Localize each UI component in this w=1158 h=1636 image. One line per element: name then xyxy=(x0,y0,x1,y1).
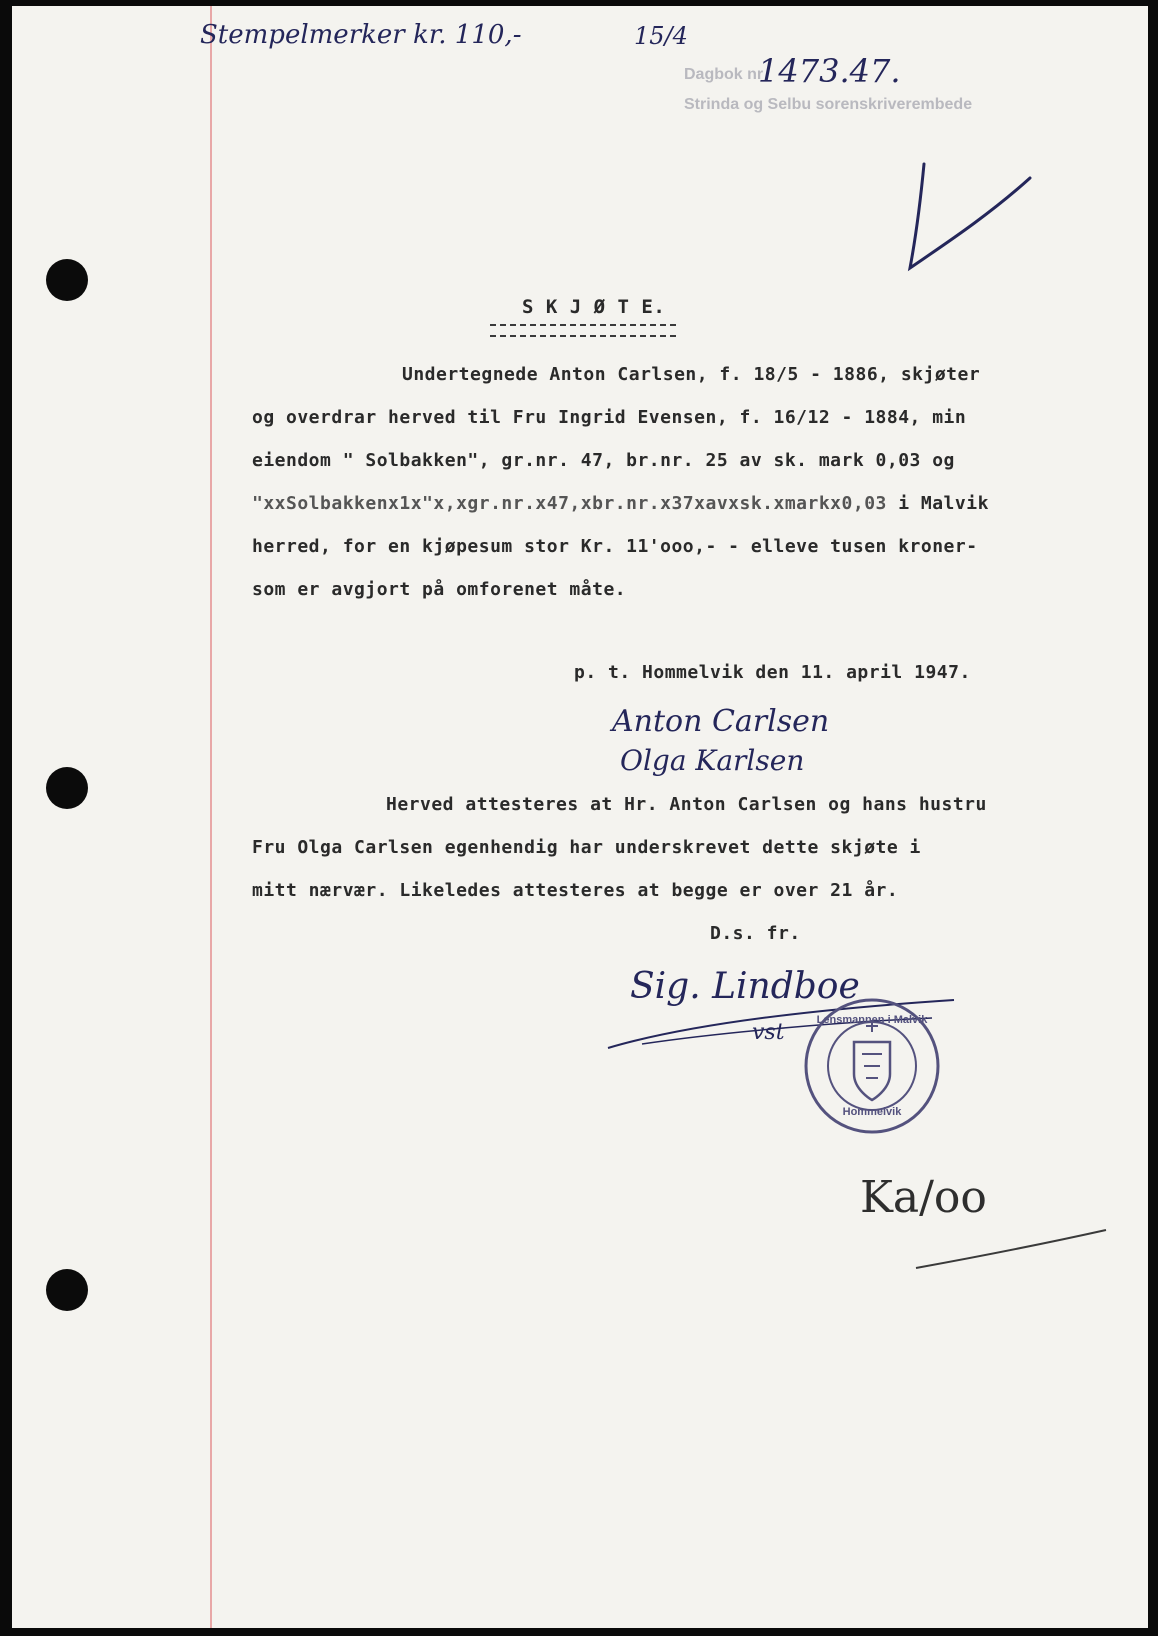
journal-number: 1473.47. xyxy=(758,52,901,90)
registrar-initials: Ka/oo xyxy=(860,1172,987,1223)
signature-olga-karlsen: Olga Karlsen xyxy=(620,744,805,777)
attest-line: Fru Olga Carlsen egenhendig har underskrevet dette skjøte i xyxy=(252,837,921,858)
signature-anton-carlsen: Anton Carlsen xyxy=(612,704,830,739)
witness-suffix: vst xyxy=(752,1020,785,1045)
body-line: og overdrar herved til Fru Ingrid Evensen, f. 16/12 - 1884, min xyxy=(252,407,967,428)
handwritten-stamp-note: Stempelmerker kr. 110,- xyxy=(200,20,522,50)
punch-hole xyxy=(46,767,88,809)
struck-out-text: "xxSolbakkenx1x"x,xgr.nr.x47,xbr.nr.x37xavxsk.xmarkx0,03 xyxy=(252,493,887,514)
handwritten-date: 15/4 xyxy=(634,22,688,50)
check-mark-icon xyxy=(892,156,1042,276)
document-page xyxy=(12,6,1148,1628)
office-stamp: Strinda og Selbu sorenskriverembede xyxy=(684,96,973,113)
attest-line: Herved attesteres at Hr. Anton Carlsen og hans hustru xyxy=(386,794,987,815)
body-line: Undertegnede Anton Carlsen, f. 18/5 - 1886, skjøter xyxy=(402,364,981,385)
margin-line xyxy=(210,6,212,1628)
punch-hole xyxy=(46,259,88,301)
body-line xyxy=(252,493,989,514)
body-line: eiendom " Solbakken", gr.nr. 47, br.nr. 25 av sk. mark 0,03 og xyxy=(252,450,955,471)
initials-underline xyxy=(912,1222,1112,1272)
struck-line-tail: i Malvik xyxy=(886,493,989,514)
journal-label: Dagbok nr xyxy=(684,66,764,83)
attest-line: mitt nærvær. Likeledes attesteres at begge er over 21 år. xyxy=(252,880,899,901)
title-underline xyxy=(490,324,676,337)
body-line: som er avgjort på omforenet måte. xyxy=(252,579,627,600)
ds-mark: D.s. fr. xyxy=(710,923,801,944)
witness-signature: Sig. Lindboe xyxy=(630,966,860,1007)
body-line: herred, for en kjøpesum stor Kr. 11'ooo,- - elleve tusen kroner- xyxy=(252,536,978,557)
seal-text-bottom: Hommelvik xyxy=(842,1106,902,1118)
seal-text-top: Lensmannen i Malvik xyxy=(816,1014,928,1026)
place-date: p. t. Hommelvik den 11. april 1947. xyxy=(574,662,971,683)
punch-hole xyxy=(46,1269,88,1311)
document-title: S K J Ø T E. xyxy=(522,296,666,318)
